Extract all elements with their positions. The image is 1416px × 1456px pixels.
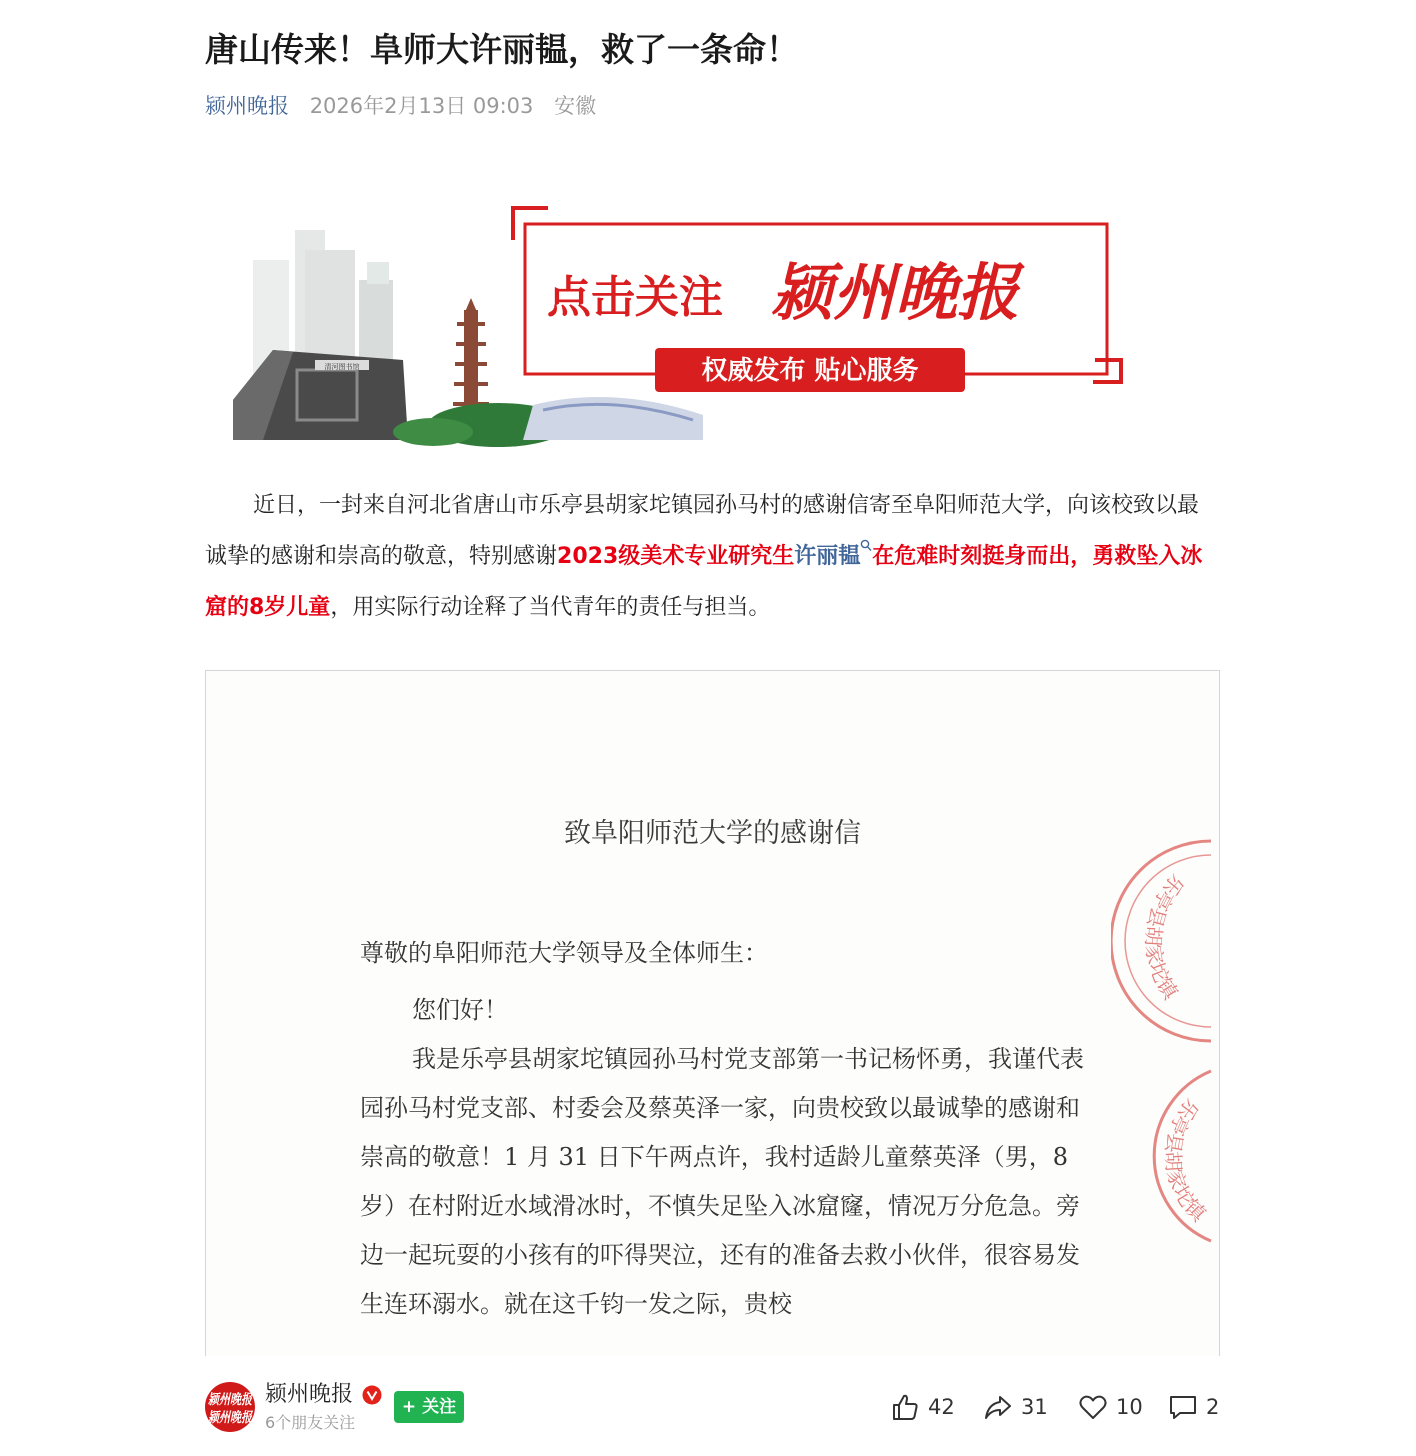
letter-title: 致阜阳师范大学的感谢信 xyxy=(564,818,861,849)
favorite-button[interactable] xyxy=(1078,1392,1143,1422)
letter-image[interactable] xyxy=(205,670,1220,1358)
search-icon[interactable] xyxy=(860,539,872,553)
publish-location: 安徽 xyxy=(554,94,597,118)
follow-button[interactable]: + 关注 xyxy=(394,1391,464,1423)
article-meta xyxy=(205,90,610,122)
source-link[interactable]: 颍州晚报 xyxy=(205,94,289,118)
share-count: 31 xyxy=(1021,1395,1048,1419)
account-avatar[interactable] xyxy=(205,1382,264,1432)
like-button[interactable] xyxy=(890,1392,955,1422)
heart-icon xyxy=(1078,1392,1108,1422)
publish-datetime: 2026年2月13日 09:03 xyxy=(309,94,534,118)
letter-greeting: 您们好！ xyxy=(412,996,508,1024)
bottom-action-bar xyxy=(0,1356,1416,1456)
red-seal-stamp xyxy=(1111,831,1219,1251)
lead-highlight-2: 在危难时刻挺身而出，勇救坠入冰窟的8岁儿童 xyxy=(205,544,1203,620)
thumbs-up-icon xyxy=(890,1392,920,1422)
letter-paragraph: 我是乐亭县胡家坨镇园孙马村党支部第一书记杨怀勇，我谨代表园孙马村党支部、村委会及蔡英泽一家，向贵校致以最诚挚的感谢和崇高的敬意！1 月 31 日下午两点许，我村适龄儿童蔡英泽（男，8 岁）在村附近水域滑冰时，不慎失足坠入冰窟窿，情况万分危急。旁边一起玩耍的小孩有的吓得哭泣，还有的准备去救小伙伴，很容易发生连环溺水。就在这千钧一发之际，贵校 xyxy=(360,1045,1084,1318)
friends-following: 6个朋友关注 xyxy=(265,1413,356,1432)
account-name[interactable]: 颍州晚报 xyxy=(265,1382,354,1407)
follow-banner[interactable] xyxy=(233,200,1133,442)
lead-text-part1: 近日，一封来自河北省唐山市乐亭县胡家坨镇园孙马村的感谢信寄至阜阳师范大学，向该校致以最诚挚的感谢和崇高的敬意，特别感谢 xyxy=(205,493,1200,569)
svg-text:颍州晚报: 颍州晚报 xyxy=(208,1410,264,1426)
verified-icon xyxy=(362,1385,382,1405)
favorite-count: 10 xyxy=(1116,1395,1143,1419)
svg-text:颍州晚报: 颍州晚报 xyxy=(208,1392,264,1408)
article-title: 唐山传来！阜师大许丽韫，救了一条命！ xyxy=(205,30,799,69)
svg-text:乐亭县胡家坨镇: 乐亭县胡家坨镇 xyxy=(1160,1094,1211,1227)
letter-salutation: 尊敬的阜阳师范大学领导及全体师生： xyxy=(360,939,768,967)
comment-count: 2 xyxy=(1206,1395,1220,1419)
lead-paragraph xyxy=(205,480,1220,633)
letter-body xyxy=(360,929,1100,1329)
comment-button[interactable] xyxy=(1168,1392,1219,1422)
svg-text:清河图书馆: 清河图书馆 xyxy=(324,363,360,371)
lead-highlight-1: 2023级美术专业研究生 xyxy=(557,544,795,569)
banner-paper-name: 颍州晚报 xyxy=(771,256,1020,329)
like-count: 42 xyxy=(928,1395,955,1419)
comment-icon xyxy=(1168,1392,1198,1422)
share-button[interactable] xyxy=(983,1392,1048,1422)
lead-text-part2: ，用实际行动诠释了当代青年的责任与担当。 xyxy=(330,595,771,620)
banner-follow-text: 点击关注 xyxy=(547,272,723,323)
svg-text:乐亭县胡家坨镇: 乐亭县胡家坨镇 xyxy=(1141,869,1190,1004)
student-name-link[interactable]: 许丽韫 xyxy=(794,544,861,569)
banner-slogan: 权威发布 贴心服务 xyxy=(701,356,919,386)
share-icon xyxy=(983,1392,1013,1422)
